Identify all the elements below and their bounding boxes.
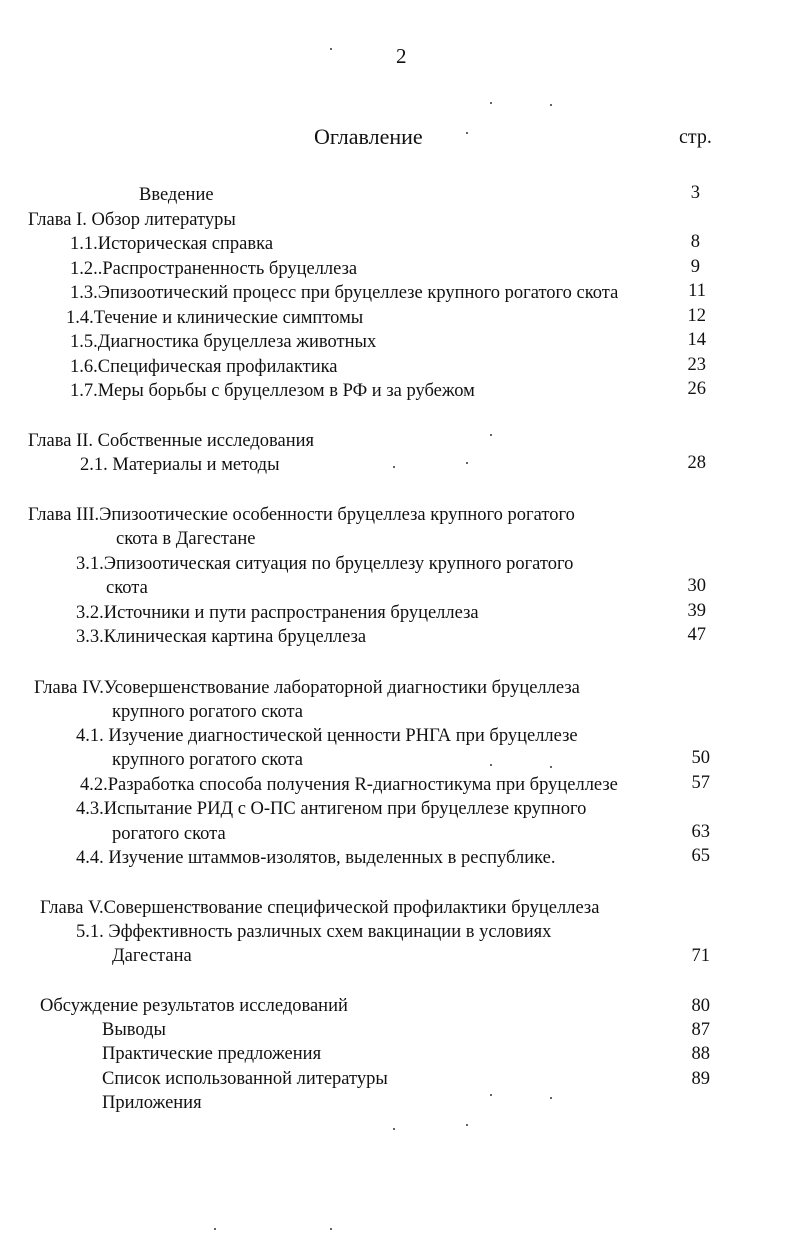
scan-speck xyxy=(393,1128,395,1130)
scan-speck xyxy=(490,102,492,104)
toc-entry-4-1-line-2: крупного рогатого скота xyxy=(112,750,303,770)
toc-page-3-3: 47 xyxy=(687,625,706,645)
toc-page-1-4: 12 xyxy=(687,306,706,326)
toc-chapter-5: Глава V.Совершенствование специфической профилактики бруцеллеза xyxy=(40,898,600,918)
toc-entry-appendix: Приложения xyxy=(102,1093,202,1113)
scan-speck xyxy=(466,462,468,464)
toc-entry-intro: Введение xyxy=(139,185,214,205)
toc-chapter-2: Глава II. Собственные исследования xyxy=(28,431,315,451)
toc-page-conclusions: 87 xyxy=(691,1020,710,1040)
toc-entry-3-1-line-2: скота xyxy=(106,578,148,598)
toc-entry-1-7: 1.7.Меры борьбы с бруцеллезом в РФ и за рубежом xyxy=(70,381,475,401)
toc-page-3-2: 39 xyxy=(687,601,706,621)
toc-page-3-1: 30 xyxy=(687,576,706,596)
toc-chapter-3-line-2: скота в Дагестане xyxy=(116,529,256,549)
toc-page-1-6: 23 xyxy=(687,355,706,375)
toc-entry-1-3: 1.3.Эпизоотический процесс при бруцеллезе крупного рогатого скота xyxy=(70,283,619,303)
toc-entry-4-3-line-2: рогатого скота xyxy=(112,824,226,844)
toc-page-5-1: 71 xyxy=(691,946,710,966)
scan-speck xyxy=(550,1097,552,1099)
page-number: 2 xyxy=(396,44,407,68)
toc-page-1-5: 14 xyxy=(687,330,706,350)
scan-speck xyxy=(330,48,332,50)
toc-entry-5-1-line-2: Дагестана xyxy=(112,946,192,966)
toc-entry-1-5: 1.5.Диагностика бруцеллеза животных xyxy=(70,332,377,352)
toc-page-4-4: 65 xyxy=(691,846,710,866)
toc-entry-1-1: 1.1.Историческая справка xyxy=(70,234,274,254)
toc-chapter-4-line-2: крупного рогатого скота xyxy=(112,702,303,722)
toc-entry-3-3: 3.3.Клиническая картина бруцеллеза xyxy=(76,627,367,647)
scan-speck xyxy=(466,1124,468,1126)
toc-page-1-7: 26 xyxy=(687,379,706,399)
toc-chapter-1: Глава I. Обзор литературы xyxy=(28,210,236,230)
toc-entry-5-1-line-1: 5.1. Эффективность различных схем вакцинации в условиях xyxy=(76,922,552,942)
scan-speck xyxy=(330,1228,332,1230)
scan-speck xyxy=(393,466,395,468)
toc-page-4-3: 63 xyxy=(691,822,710,842)
toc-entry-2-1: 2.1. Материалы и методы xyxy=(80,455,280,475)
toc-entry-references: Список использованной литературы xyxy=(102,1069,388,1089)
toc-page-4-1: 50 xyxy=(691,748,710,768)
toc-chapter-3-line-1: Глава III.Эпизоотические особенности бруцеллеза крупного рогатого xyxy=(28,505,575,525)
toc-page-practical: 88 xyxy=(691,1044,710,1064)
toc-entry-practical: Практические предложения xyxy=(102,1044,322,1064)
toc-entry-conclusions: Выводы xyxy=(102,1020,166,1040)
toc-entry-4-3-line-1: 4.3.Испытание РИД с О-ПС антигеном при бруцеллезе крупного xyxy=(76,799,587,819)
scan-speck xyxy=(490,1094,492,1096)
toc-page-1-2: 9 xyxy=(690,257,700,277)
toc-entry-3-2: 3.2.Источники и пути распространения бруцеллеза xyxy=(76,603,479,623)
toc-entry-4-2: 4.2.Разработка способа получения R-диагностикума при бруцеллезе xyxy=(80,775,618,795)
toc-entry-4-4: 4.4. Изучение штаммов-изолятов, выделенных в республике. xyxy=(76,848,556,868)
scan-speck xyxy=(466,132,468,134)
toc-page-discussion: 80 xyxy=(691,996,710,1016)
toc-entry-1-4: 1.4.Течение и клинические симптомы xyxy=(66,308,364,328)
toc-title: Оглавление xyxy=(314,124,423,149)
scan-speck xyxy=(490,434,492,436)
toc-page-intro: 3 xyxy=(690,183,700,203)
toc-chapter-4-line-1: Глава IV.Усовершенствование лабораторной диагностики бруцеллеза xyxy=(34,678,580,698)
toc-page-4-2: 57 xyxy=(691,773,710,793)
toc-entry-1-2: 1.2..Распространенность бруцеллеза xyxy=(70,259,358,279)
scan-speck xyxy=(214,1228,216,1230)
toc-page-1-3: 11 xyxy=(688,281,706,301)
toc-entry-discussion: Обсуждение результатов исследований xyxy=(40,996,348,1016)
toc-page-2-1: 28 xyxy=(687,453,706,473)
toc-page-references: 89 xyxy=(691,1069,710,1089)
toc-entry-3-1-line-1: 3.1.Эпизоотическая ситуация по бруцеллезу крупного рогатого xyxy=(76,554,574,574)
toc-entry-4-1-line-1: 4.1. Изучение диагностической ценности РНГА при бруцеллезе xyxy=(76,726,578,746)
scan-speck xyxy=(490,764,492,766)
scan-speck xyxy=(550,104,552,106)
toc-page-1-1: 8 xyxy=(690,232,700,252)
toc-entry-1-6: 1.6.Специфическая профилактика xyxy=(70,357,338,377)
scan-speck xyxy=(550,766,552,768)
page-column-label: стр. xyxy=(679,126,712,148)
